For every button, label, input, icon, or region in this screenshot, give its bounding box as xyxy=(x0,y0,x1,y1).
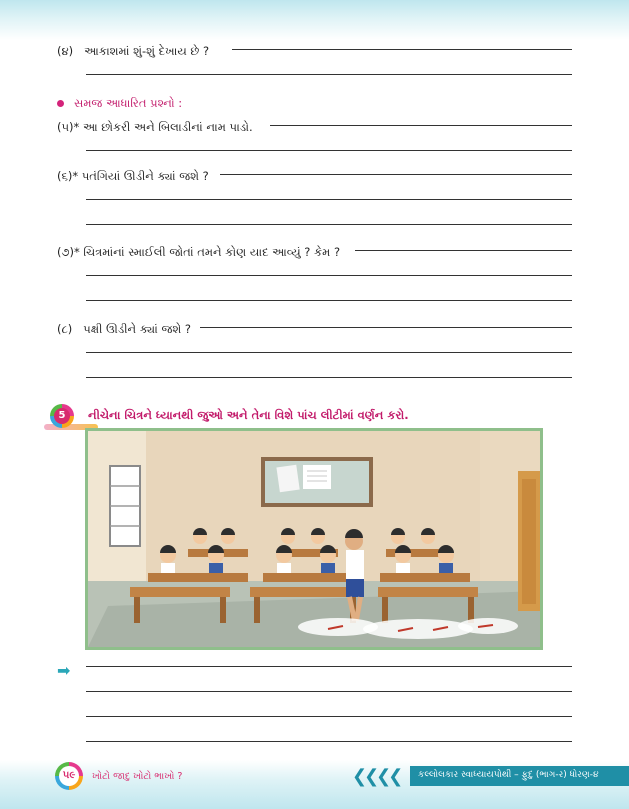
question-number: (૪) xyxy=(57,44,74,58)
answer-line[interactable] xyxy=(86,150,572,151)
question-text: આકાશમાં શું-શું દેખાય છે ? xyxy=(84,44,210,58)
answer-line[interactable] xyxy=(86,377,572,378)
answer-line[interactable] xyxy=(86,666,572,667)
answer-line[interactable] xyxy=(86,741,572,742)
task-number: 5 xyxy=(54,408,70,424)
answer-line[interactable] xyxy=(86,352,572,353)
question-4 xyxy=(57,44,209,59)
book-title: કલ્લોલકાર સ્વાધ્યાયપોથી – ફુદુ (ભાગ-ર) ધોરણ-૪ xyxy=(418,770,599,780)
question-6 xyxy=(57,169,209,184)
question-5 xyxy=(57,120,253,135)
bullet-icon xyxy=(57,100,64,107)
classroom-illustration xyxy=(88,431,540,647)
answer-line[interactable] xyxy=(220,174,572,175)
question-number: (૭)* xyxy=(57,245,80,259)
question-number: (૫)* xyxy=(57,120,80,134)
question-number: (૬)* xyxy=(57,169,79,183)
classroom-picture xyxy=(85,428,543,650)
question-text: આ છોકરી અને બિલાડીનાં નામ પાડો. xyxy=(82,120,253,134)
answer-line[interactable] xyxy=(86,74,572,75)
question-number: (૮) xyxy=(57,322,73,336)
question-7 xyxy=(57,245,340,260)
question-8 xyxy=(57,322,191,337)
answer-line[interactable] xyxy=(86,300,572,301)
answer-line[interactable] xyxy=(200,327,572,328)
footer-tagline: ખોટો જાદુ ખોટો ભાખો ? xyxy=(92,771,183,782)
question-text: પક્ષી ઊડીને ક્યાં જશે ? xyxy=(83,322,192,336)
answer-line[interactable] xyxy=(86,224,572,225)
answer-line[interactable] xyxy=(86,691,572,692)
task-number-badge xyxy=(50,404,74,428)
answer-line[interactable] xyxy=(232,49,572,50)
page-number-badge xyxy=(55,762,83,790)
page-number: ૫૯ xyxy=(59,766,79,786)
chevrons-icon: ❮❮❮❮ xyxy=(352,766,401,787)
answer-line[interactable] xyxy=(355,250,572,251)
answer-line[interactable] xyxy=(86,199,572,200)
section-heading xyxy=(57,96,182,111)
question-text: ચિત્રમાંનાં સ્માઈલી જોતાં તમને કોણ યાદ આવ્યું ? કેમ ? xyxy=(83,245,341,259)
arrow-right-icon: ➡ xyxy=(57,661,71,680)
top-decorative-band xyxy=(0,0,629,40)
answer-line[interactable] xyxy=(270,125,572,126)
answer-line[interactable] xyxy=(86,275,572,276)
answer-line[interactable] xyxy=(86,716,572,717)
task-instruction: નીચેના ચિત્રને ધ્યાનથી જુઓ અને તેના વિશે પાંચ લીટીમાં વર્ણન કરો. xyxy=(88,408,409,422)
section-title: સમજ આધારિત પ્રશ્નો : xyxy=(74,96,183,110)
question-text: પતંગિયાં ઊડીને ક્યાં જશે ? xyxy=(81,169,209,183)
